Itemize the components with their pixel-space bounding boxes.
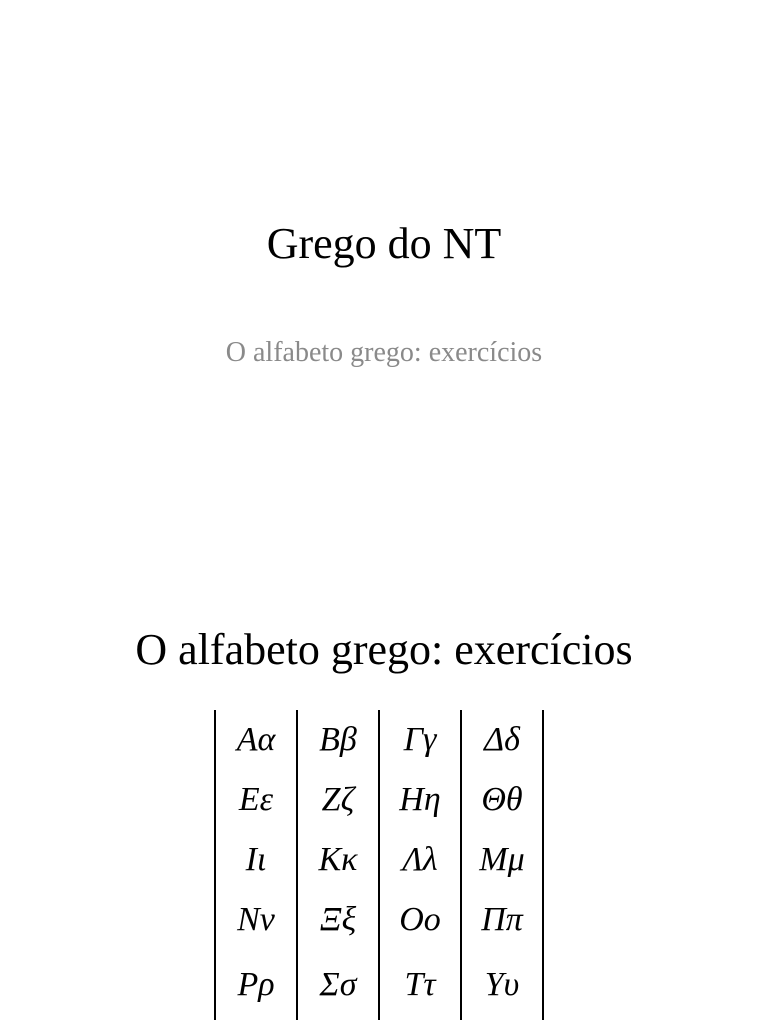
greek-alphabet-table [214, 710, 544, 1020]
letter-cell: Οο [379, 890, 461, 950]
letter-cell: Ξξ [297, 890, 379, 950]
letter-cell: Ρρ [215, 950, 297, 1020]
letter-cell: Σσ [297, 950, 379, 1020]
slide-subtitle: O alfabeto grego: exercícios [225, 337, 543, 368]
letter-cell: Ιι [215, 830, 297, 890]
letter-cell: Εε [215, 770, 297, 830]
letter-cell: Θθ [461, 770, 543, 830]
table-row [215, 950, 543, 1020]
letter-cell: Μμ [461, 830, 543, 890]
letter-cell: Ππ [461, 890, 543, 950]
letter-cell: Λλ [379, 830, 461, 890]
slide-title-heading: Grego do NT [266, 219, 502, 268]
letter-cell: Υυ [461, 950, 543, 1020]
exercises-heading: O alfabeto grego: exercícios [135, 625, 633, 674]
slide-exercises [0, 576, 768, 1024]
letter-cell: Νν [215, 890, 297, 950]
letter-cell: Γγ [379, 710, 461, 770]
letter-cell: Δδ [461, 710, 543, 770]
table-row [215, 770, 543, 830]
table-row [215, 830, 543, 890]
letter-cell: Ββ [297, 710, 379, 770]
letter-cell: Ηη [379, 770, 461, 830]
table-row [215, 710, 543, 770]
letter-cell: Ττ [379, 950, 461, 1020]
table-row [215, 890, 543, 950]
letter-cell: Ζζ [297, 770, 379, 830]
letter-cell: Κκ [297, 830, 379, 890]
letter-cell: Αα [215, 710, 297, 770]
